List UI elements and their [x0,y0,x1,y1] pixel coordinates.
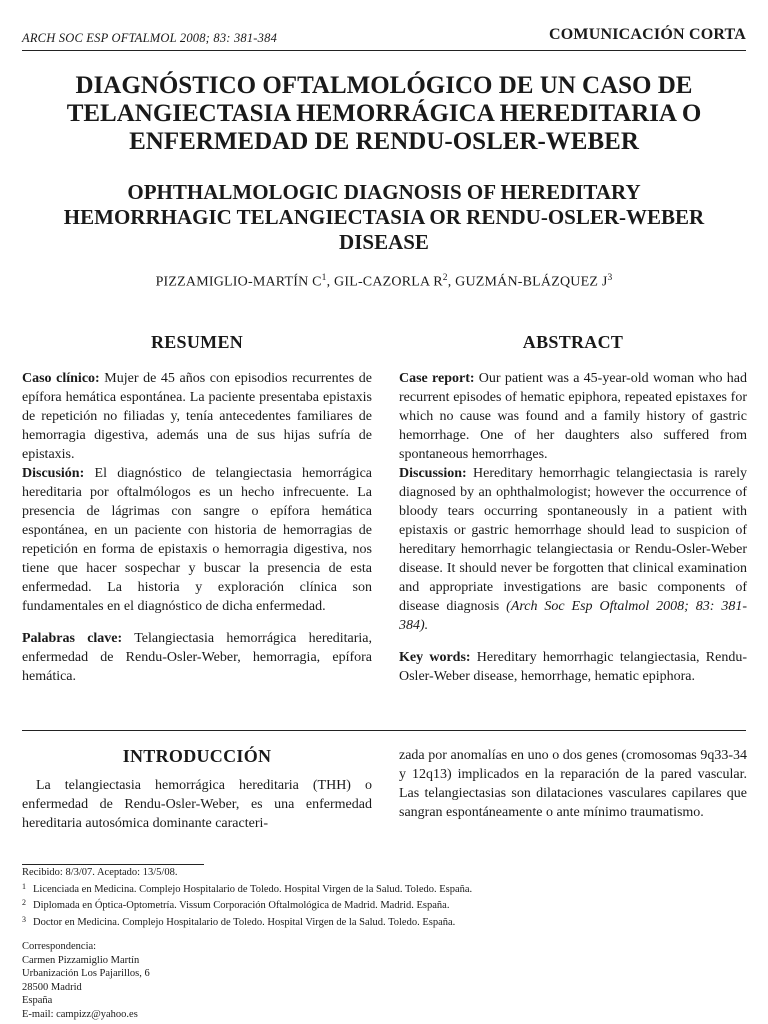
discussion-label: Discussion: [399,466,467,481]
citation: (Arch Soc Esp Oftalmol 2008; 83: 381-384). [399,599,747,633]
introduccion-paragraph: La telangiectasia hemorrágica hereditaria (THH) o enfermedad de Rendu-Osler-Weber, es una enfermedad hereditaria autosómica dominante caracteri- [22,778,372,831]
keywords-label: Key words: [399,650,471,665]
footnote-text: Doctor en Medicina. Complejo Hospitalario de Toledo. Hospital Virgen de la Salud. Toledo. España. [33,916,456,928]
article-type-label: COMUNICACIÓN CORTA [549,26,746,43]
correspondence-label: Correspondencia: [22,941,97,952]
author-list [30,273,738,291]
abstract-heading: ABSTRACT [522,332,624,352]
title-english-line: OPHTHALMOLOGIC DIAGNOSIS OF HEREDITARY [127,180,641,204]
introduccion-paragraph-continued: zada por anomalías en uno o dos genes (cromosomas 9q33-34 y 12q13) implicados en la reparación de la pared vascular. Las telangiectasias son dilataciones vasculares capilares que sangran espontáneamente o ante mínimo traumatismo. [399,748,747,820]
footnote-item [22,913,742,930]
affiliation-mark: 2 [442,273,448,283]
footnotes [22,866,742,929]
footnote-mark: 3 [22,914,26,924]
case-text: Our patient was a 45-year-old woman who had recurrent episodes of hematic epiphora, repeated epistaxes for which no cause was found and a family history of gastric hemorrhage. One of her daughters also suffered from spontaneous hemorrhages. [399,371,747,462]
correspondence-country: España [22,995,53,1006]
correspondence-name: Carmen Pizzamiglio Martín [22,954,140,966]
title-spanish-line: TELANGIECTASIA HEMORRÁGICA HEREDITARIA O [66,100,702,127]
keywords-text: Telangiectasia hemorrágica hereditaria, enfermedad de Rendu-Osler-Weber, hemorragia, epífora hemática. [22,631,372,684]
footnote-mark: 1 [22,881,26,891]
correspondence-city: 28500 Madrid [22,981,82,993]
introduccion-right-column [399,746,747,822]
case-label: Case report: [399,371,475,386]
abstract-case-paragraph [399,369,747,464]
affiliation-mark: 3 [607,273,613,283]
author-name: GUZMÁN-BLÁZQUEZ J [455,274,608,290]
abstract-discussion-paragraph [399,464,747,635]
footnote-item [22,896,742,913]
title-spanish-line: DIAGNÓSTICO OFTALMOLÓGICO DE UN CASO DE [75,72,693,99]
title-english-line: HEMORRHAGIC TELANGIECTASIA OR RENDU-OSLER-WEBER [63,205,705,229]
journal-citation: ARCH SOC ESP OFTALMOL 2008; 83: 381-384 [22,31,278,45]
keywords-text: Hereditary hemorrhagic telangiectasia, Rendu-Osler-Weber disease, hemorrhage, hematic epiphora. [399,650,747,684]
received-date: Recibido: 8/3/07. Aceptado: 13/5/08. [22,867,178,878]
title-english [30,180,738,255]
correspondence-street: Urbanización Los Pajarillos, 6 [22,968,150,979]
title-english-line: DISEASE [339,230,429,254]
running-head [22,26,746,48]
discussion-label: Discusión: [22,466,85,481]
correspondence-block [22,940,422,1021]
resumen-case-paragraph [22,369,372,464]
author-name: PIZZAMIGLIO-MARTÍN C [155,274,322,290]
footnote-rule [22,864,204,865]
author-separator: , [447,274,456,290]
resumen-heading: RESUMEN [150,332,244,352]
introduccion-heading: INTRODUCCIÓN [122,746,272,766]
section-divider [22,730,746,731]
footnote-text: Licenciada en Medicina. Complejo Hospitalario de Toledo. Hospital Virgen de la Salud. Toledo. España. [33,883,473,895]
resumen-section [22,333,372,686]
discussion-text: El diagnóstico de telangiectasia hemorrágica hereditaria por oftalmólogos es un hecho infrecuente. La presencia de lágrimas con sangre o epífora hemática espontánea, en un paciente con historia de hemorragias de repetición en forma de epistaxis o hemorragia digestiva, nos tiene que hacer sospechar y buscar la presencia de esta enfermedad. La historia y exploración clínica son fundamentales en el diagnóstico de dicha enfermedad. [22,466,372,614]
footnote-mark: 2 [22,898,26,907]
keywords-label: Palabras clave: [22,631,123,646]
discussion-text: Hereditary hemorrhagic telangiectasia is rarely diagnosed by an ophthalmologist; however the occurrence of bloody tears occurring spontaneously in a patient with epistaxis or gastric hemorrhage should lead to suspicion of hereditary hemorrhagic telangiectasia or Rendu-Osler-Weber disease. It should never be forgotten that clinical examination and appropriate investigations are basic components of disease diagnosis [399,466,747,614]
case-label: Caso clínico: [22,371,100,386]
introduccion-left-column [22,776,372,833]
author-separator: , [326,274,335,290]
abstract-keywords-paragraph [399,648,747,686]
resumen-discussion-paragraph [22,464,372,616]
correspondence-email[interactable]: E-mail: campizz@yahoo.es [22,1008,138,1020]
title-spanish-line: ENFERMEDAD DE RENDU-OSLER-WEBER [129,128,639,155]
case-text: Mujer de 45 años con episodios recurrentes de epífora hemática espontánea. La paciente presentaba epistaxis de repetición no filiadas y, tenía antecedentes familiares de hemorragia digestiva, además una de sus hijas sufría de epistaxis. [22,371,372,462]
title-spanish [30,72,738,156]
header-rule [22,50,746,51]
author-name: GIL-CAZORLA R [334,274,443,290]
footnote-item [22,880,742,897]
footnote-text: Diplomada en Óptica-Optometría. Vissum Corporación Oftalmológica de Madrid. Madrid. España. [33,900,450,911]
abstract-section [399,333,747,686]
resumen-keywords-paragraph [22,629,372,686]
affiliation-mark: 1 [321,273,327,283]
